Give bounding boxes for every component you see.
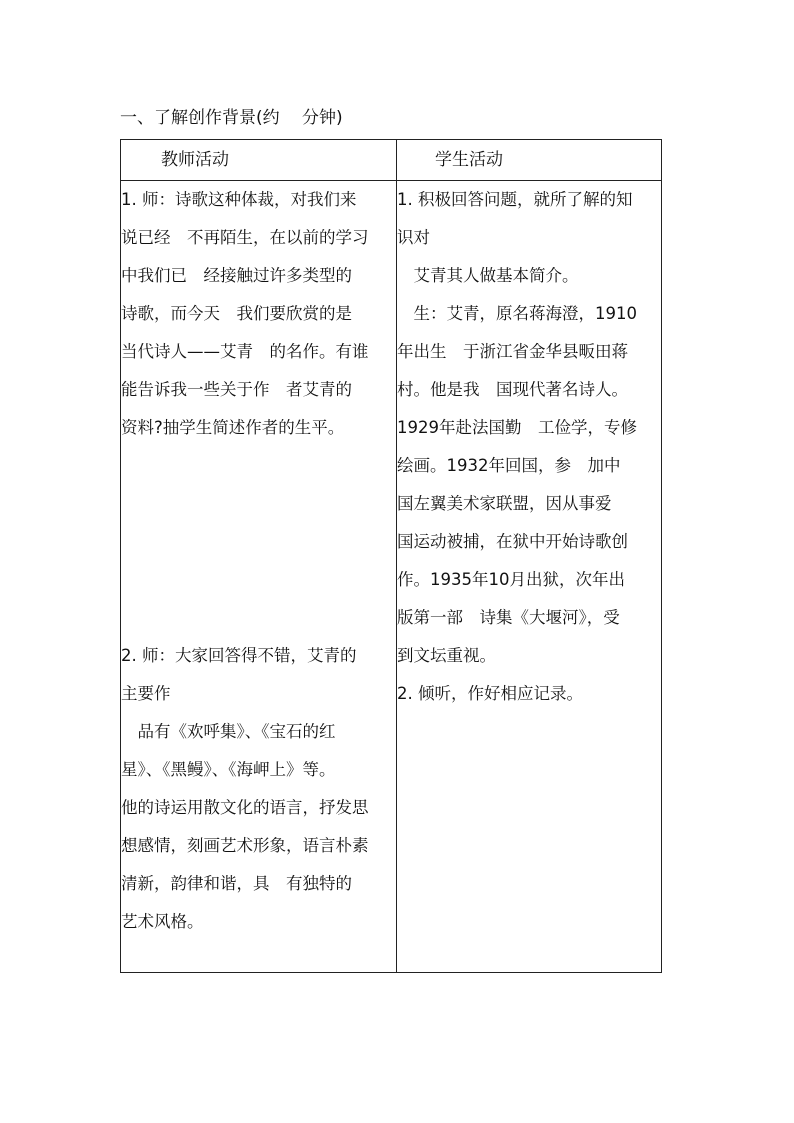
teacher-line: 品有《欢呼集》、《宝石的红 xyxy=(121,722,336,741)
teacher-line: 主要作 xyxy=(121,684,171,703)
student-line: 村。他是我 国现代著名诗人。 xyxy=(397,380,628,399)
student-line: 1. 积极回答问题，就所了解的知 xyxy=(397,190,633,209)
teacher-line xyxy=(121,561,396,599)
table-header-row xyxy=(121,140,662,181)
student-line: 艾青其人做基本简介。 xyxy=(397,266,579,285)
teacher-line: 星》、《黑鳗》、《海岬上》等。 xyxy=(121,760,336,779)
teacher-line: 当代诗人——艾青 的名作。有谁 xyxy=(121,342,369,361)
student-line: 到文坛重视。 xyxy=(397,646,496,665)
student-line: 国运动被捕，在狱中开始诗歌创 xyxy=(397,532,628,551)
student-line: 版第一部 诗集《大堰河》，受 xyxy=(397,608,620,627)
teacher-line: 诗歌，而今天 我们要欣赏的是 xyxy=(121,304,352,323)
teacher-line: 能告诉我一些关于作 者艾青的 xyxy=(121,380,352,399)
teacher-line: 清新，韵律和谐，具 有独特的 xyxy=(121,874,352,893)
teacher-line: 中我们已 经接触过许多类型的 xyxy=(121,266,352,285)
teacher-line: 2. 师：大家回答得不错，艾青的 xyxy=(121,646,357,665)
teacher-line: 资料?抽学生简述作者的生平。 xyxy=(121,418,345,437)
teacher-line: 他的诗运用散文化的语言，抒发思 xyxy=(121,798,369,817)
teacher-line: 想感情，刻画艺术形象，语言朴素 xyxy=(121,836,369,855)
student-line: 生：艾青，原名蒋海澄，1910 xyxy=(397,304,637,323)
student-line: 作。1935年10月出狱，次年出 xyxy=(397,570,625,589)
teacher-line: 艺术风格。 xyxy=(121,912,204,931)
student-line: 国左翼美术家联盟，因从事爱 xyxy=(397,494,612,513)
teacher-line xyxy=(121,523,396,561)
student-line: 识对 xyxy=(397,228,430,247)
teacher-line xyxy=(121,447,396,485)
student-line: 2. 倾听，作好相应记录。 xyxy=(397,684,583,703)
student-activity-header: 学生活动 xyxy=(397,140,662,181)
teacher-activity-header: 教师活动 xyxy=(121,140,397,181)
activity-table xyxy=(120,139,662,973)
teacher-line xyxy=(121,485,396,523)
section-heading: 一、了解创作背景(约 分钟) xyxy=(120,108,343,128)
teacher-line: 说已经 不再陌生，在以前的学习 xyxy=(121,228,369,247)
student-line: 年出生 于浙江省金华县畈田蒋 xyxy=(397,342,628,361)
student-line: 绘画。1932年回国，参 加中 xyxy=(397,456,621,475)
teacher-line: 1. 师：诗歌这种体裁，对我们来 xyxy=(121,190,357,209)
teacher-activity-cell xyxy=(121,181,397,973)
teacher-line xyxy=(121,599,396,637)
student-activity-text xyxy=(397,181,661,713)
student-line: 1929年赴法国勤 工俭学，专修 xyxy=(397,418,637,437)
teacher-activity-text xyxy=(121,181,396,941)
student-activity-cell xyxy=(397,181,662,973)
table-row xyxy=(121,181,662,973)
